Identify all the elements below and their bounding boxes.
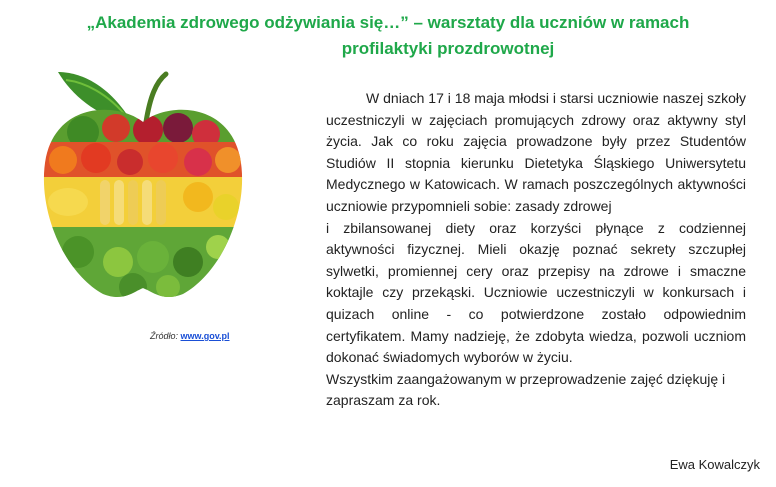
title-line-1: „Akademia zdrowego odżywiania się…” – warsztaty dla uczniów w ramach bbox=[86, 13, 690, 32]
source-label: Źródło: bbox=[150, 331, 179, 341]
article-paragraph-1: W dniach 17 i 18 maja młodsi i starsi uczniowie naszej szkoły uczestniczyli w zajęciach promujących zdrowy oraz aktywny styl życia. Jak co roku zajęcia prowadzone były przez Studentów Studiów II stopnia kierunku Dietetyka Śląskiego Uniwersytetu Medycznego w Katowicach. W ramach poszczególnych aktywności uczniowie przypomnieli sobie: zasady zdrowej bbox=[326, 90, 746, 214]
article-body bbox=[326, 88, 746, 412]
title-line-2: profilaktyki prozdrowotnej bbox=[341, 39, 555, 58]
page-title bbox=[0, 10, 776, 62]
article-paragraph-3: Wszystkim zaangażowanym w przeprowadzenie zajęć dziękuję i zapraszam za rok. bbox=[326, 370, 726, 409]
author-signature: Ewa Kowalczyk bbox=[669, 457, 760, 472]
vegetable-apple-image bbox=[38, 62, 248, 302]
source-link[interactable]: www.gov.pl bbox=[180, 331, 230, 341]
article-paragraph-2: i zbilansowanej diety oraz korzyści płynące z codziennej aktywności fizycznej. Mieli okazję poznać sekrety szczupłej sylwetki, promiennej cery oraz przepisy na zdrowe i smaczne koktajle czy przekąski. Uczniowie uczestniczyli w konkursach i quizach online - co potwierdzone zostało odpowiednim certyfikatem. Mamy nadzieję, że zdobyta wiedza, pozwoli uczniom dokonać świadomych wyborów w życiu. bbox=[326, 219, 746, 366]
image-source bbox=[150, 331, 230, 341]
